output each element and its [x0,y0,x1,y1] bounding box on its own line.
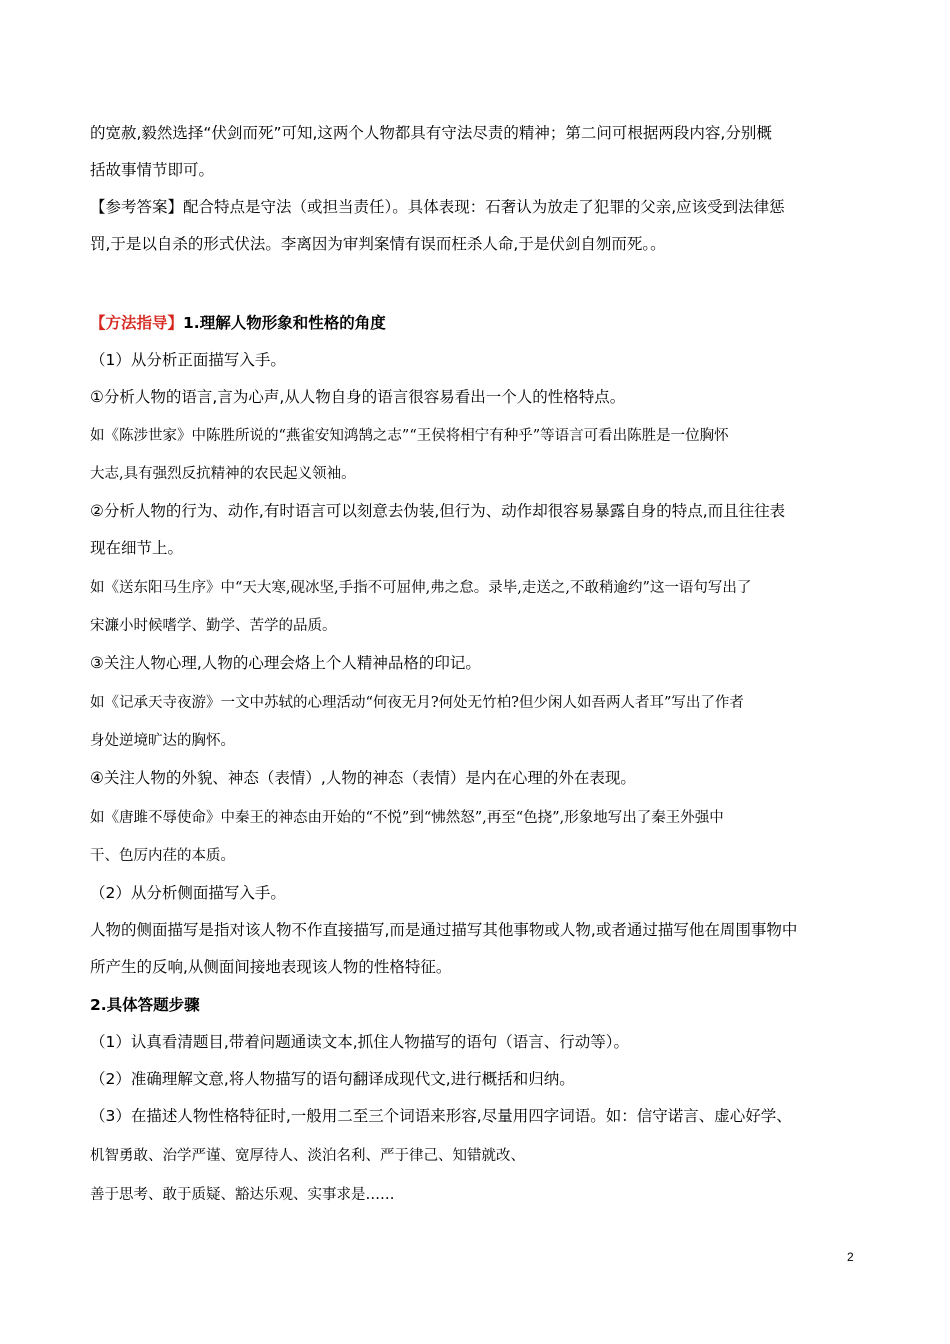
page-number: 2 [847,1250,854,1264]
point-line: ③关注人物心理,人物的心理会烙上个人精神品格的印记。 [90,654,481,672]
method-label: 【方法指导】 [90,314,184,332]
example-line: 大志,具有强烈反抗精神的农民起义领袖。 [90,466,356,482]
answer-line: 罚,于是以自杀的形式伏法。李离因为审判案情有误而枉杀人命,于是伏剑自刎而死。。 [90,235,666,253]
steps-heading: 2.具体答题步骤 [90,996,200,1014]
subheading: （1）从分析正面描写入手。 [90,351,286,369]
point-line: 现在细节上。 [90,539,184,557]
answer-line: 【参考答案】配合特点是守法（或担当责任）。具体表现：石奢认为放走了犯罪的父亲,应该受到法律惩 [90,198,785,216]
example-line: 如《记承天寺夜游》一文中苏轼的心理活动“何夜无月?何处无竹柏?但少闲人如吾两人者耳”写出了作者 [90,695,744,711]
subheading: （2）从分析侧面描写入手。 [90,884,286,902]
text-line: 括故事情节即可。 [90,161,215,179]
example-line: 如《送东阳马生序》中“天大寒,砚冰坚,手指不可屈伸,弗之怠。录毕,走送之,不敢稍逾约”这一语句写出了 [90,580,752,596]
point-line: ①分析人物的语言,言为心声,从人物自身的语言很容易看出一个人的性格特点。 [90,388,626,406]
example-line: 身处逆境旷达的胸怀。 [90,733,235,749]
step-line: （1）认真看清题目,带着问题通读文本,抓住人物描写的语句（语言、行动等）。 [90,1033,629,1051]
method-title: 1.理解人物形象和性格的角度 [183,314,386,332]
text-line: 所产生的反响,从侧面间接地表现该人物的性格特征。 [90,958,452,976]
example-line: 机智勇敢、治学严谨、宽厚待人、淡泊名利、严于律己、知错就改、 [90,1148,525,1164]
example-line: 善于思考、敢于质疑、豁达乐观、实事求是…… [90,1187,395,1203]
point-line: ②分析人物的行为、动作,有时语言可以刻意去伪装,但行为、动作却很容易暴露自身的特点,而且往往表 [90,502,786,520]
method-heading [90,312,870,334]
example-line: 宋濂小时候嗜学、勤学、苦学的品质。 [90,618,337,634]
text-line: 的宽赦,毅然选择“伏剑而死”可知,这两个人物都具有守法尽责的精神；第二问可根据两段内容,分别概 [90,124,772,142]
step-line: （2）准确理解文意,将人物描写的语句翻译成现代文,进行概括和归纳。 [90,1070,575,1088]
point-line: ④关注人物的外貌、神态（表情）,人物的神态（表情）是内在心理的外在表现。 [90,769,636,787]
example-line: 干、色厉内荏的本质。 [90,848,235,864]
text-line: 人物的侧面描写是指对该人物不作直接描写,而是通过描写其他事物或人物,或者通过描写他在周围事物中 [90,921,798,939]
step-line: （3）在描述人物性格特征时,一般用二至三个词语来形容,尽量用四字词语。如：信守诺言、虚心好学、 [90,1107,792,1125]
example-line: 如《唐雎不辱使命》中秦王的神态由开始的“不悦”到“怫然怒”,再至“色挠”,形象地写出了秦王外强中 [90,810,724,826]
example-line: 如《陈涉世家》中陈胜所说的“燕雀安知鸿鹄之志”“王侯将相宁有种乎”等语言可看出陈胜是一位胸怀 [90,428,729,444]
